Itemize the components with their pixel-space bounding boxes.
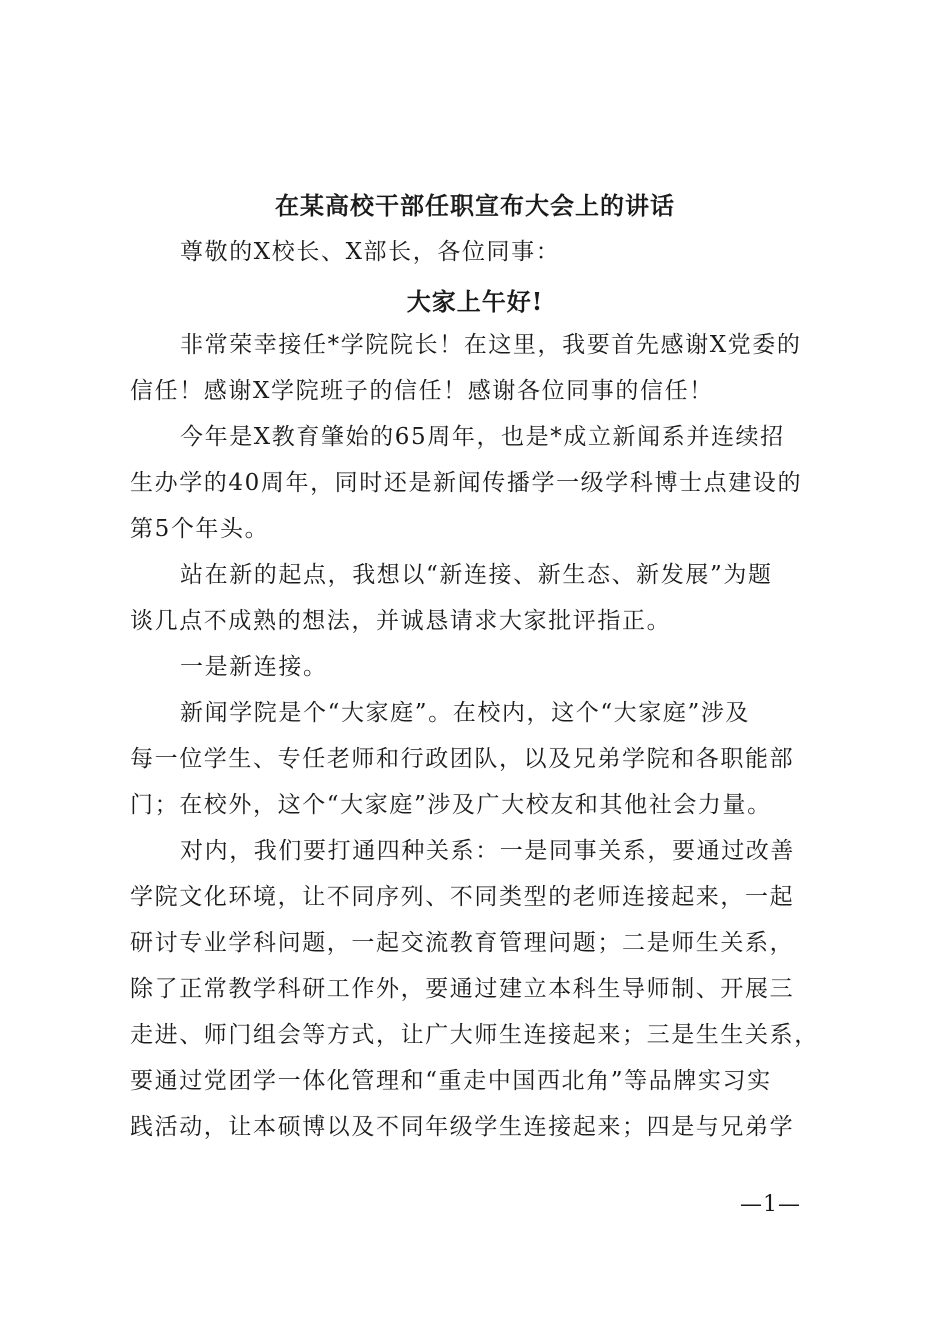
salutation: 尊敬的X校长、X部长，各位同事： (180, 239, 561, 265)
body-line: 门；在校外，这个“大家庭”涉及广大校友和其他社会力量。 (130, 792, 772, 818)
body-line: 生办学的40周年，同时还是新闻传播学一级学科博士点建设的 (130, 470, 803, 496)
body-line: 每一位学生、专任老师和行政团队，以及兄弟学院和各职能部 (130, 746, 795, 772)
body-line: 要通过党团学一体化管理和“重走中国西北角”等品牌实习实 (130, 1068, 772, 1094)
body-line: 对内，我们要打通四种关系：一是同事关系，要通过改善 (180, 838, 795, 864)
greeting: 大家上午好! (406, 287, 544, 316)
body-line: 走进、师门组会等方式，让广大师生连接起来；三是生生关系， (130, 1022, 819, 1048)
body-line: 第5个年头。 (130, 516, 270, 542)
body-line: 非常荣幸接任*学院院长！在这里，我要首先感谢X党委的 (180, 332, 802, 358)
document-title: 在某高校干部任职宣布大会上的讲话 (275, 191, 675, 220)
body-line: 学院文化环境，让不同序列、不同类型的老师连接起来，一起 (130, 884, 795, 910)
body-line: 信任！感谢X学院班子的信任！感谢各位同事的信任！ (130, 378, 714, 404)
page-number: —1— (740, 1192, 801, 1217)
body-line: 站在新的起点，我想以“新连接、新生态、新发展”为题 (180, 562, 773, 588)
body-line: 谈几点不成熟的想法，并诚恳请求大家批评指正。 (130, 608, 672, 634)
body-line: 除了正常教学科研工作外，要通过建立本科生导师制、开展三 (130, 976, 795, 1002)
section-heading: 一是新连接。 (180, 654, 328, 680)
body-line: 践活动，让本硕博以及不同年级学生连接起来；四是与兄弟学 (130, 1114, 795, 1140)
body-line: 研讨专业学科问题，一起交流教育管理问题；二是师生关系， (130, 930, 795, 956)
body-line: 今年是X教育肇始的65周年，也是*成立新闻系并连续招 (180, 424, 785, 450)
body-line: 新闻学院是个“大家庭”。在校内，这个“大家庭”涉及 (180, 700, 751, 726)
